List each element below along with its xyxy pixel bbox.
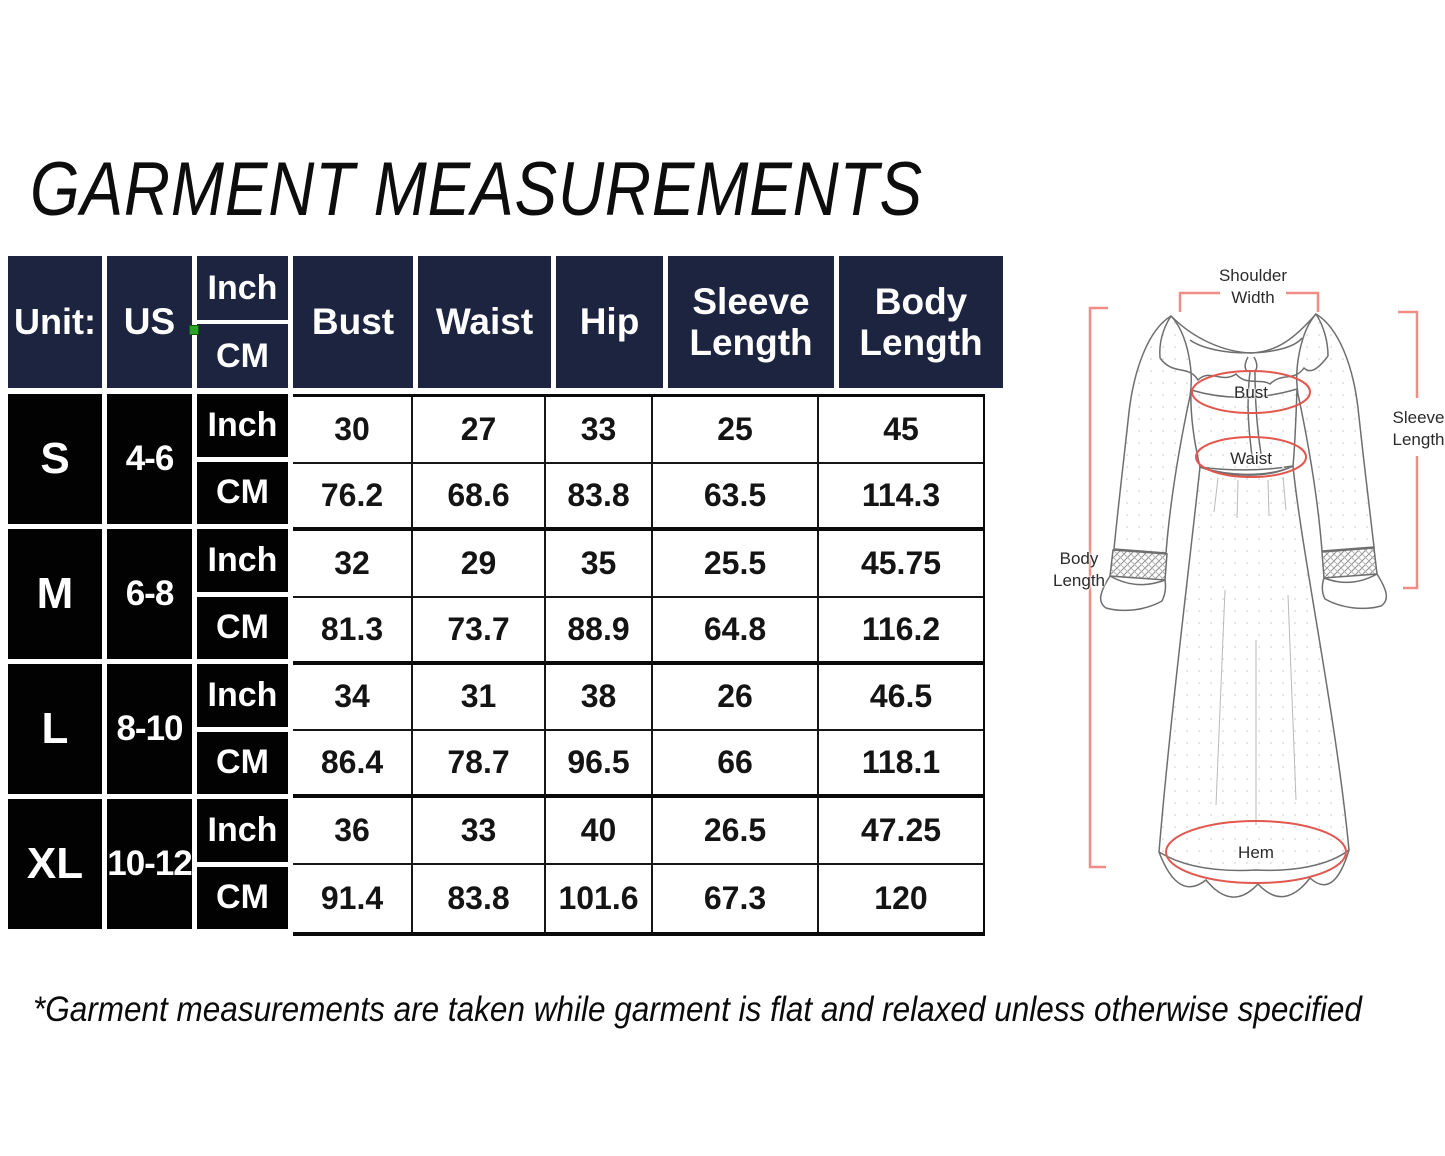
front-tie <box>1245 357 1257 371</box>
header-inch: Inch <box>197 256 288 324</box>
header-bust: Bust <box>293 256 413 388</box>
value-m-inch-body: 45.75 <box>819 531 983 598</box>
table-body <box>8 394 1003 936</box>
value-m-cm-bust: 81.3 <box>293 598 413 665</box>
us-cell-s: 4-6 <box>107 394 192 524</box>
garment-diagram <box>1040 260 1445 965</box>
label-body-length: Body Length <box>1053 549 1105 591</box>
value-s-inch-body: 45 <box>819 397 983 464</box>
value-xl-inch-waist: 33 <box>413 798 546 865</box>
header-us: US <box>107 256 192 388</box>
label-waist: Waist <box>1230 449 1272 468</box>
value-m-cm-hip: 88.9 <box>546 598 653 665</box>
value-xl-cm-body: 120 <box>874 880 928 917</box>
us-cell-xl: 10-12 <box>107 799 192 929</box>
header-hip: Hip <box>556 256 663 388</box>
header-body-length: Body Length <box>839 256 1003 388</box>
value-l-cm-bust: 86.4 <box>293 731 413 798</box>
value-s-cm-waist: 68.6 <box>413 464 546 531</box>
value-l-inch-waist: 31 <box>413 665 546 732</box>
value-s-cm-body: 114.3 <box>819 464 983 531</box>
value-l-cm-sleeve: 66 <box>653 731 819 798</box>
unit-label-inch: Inch <box>197 799 288 862</box>
value-l-cm-waist: 78.7 <box>413 731 546 798</box>
value-m-inch-waist: 29 <box>413 531 546 598</box>
neckline <box>1171 314 1316 353</box>
value-s-cm-bust: 76.2 <box>293 464 413 531</box>
value-m-inch-hip: 35 <box>546 531 653 598</box>
label-shoulder-width: Shoulder Width <box>1218 266 1288 308</box>
header-inch-cm <box>197 256 288 388</box>
table-header-row <box>8 256 1003 388</box>
value-l-inch-hip: 38 <box>546 665 653 732</box>
value-l-inch-bust: 34 <box>293 665 413 732</box>
value-xl-cm-sleeve: 67.3 <box>653 865 819 932</box>
us-cell-m: 6-8 <box>107 529 192 659</box>
header-waist: Waist <box>418 256 551 388</box>
unit-label-cm: CM <box>197 462 288 525</box>
header-unit: Unit: <box>8 256 102 388</box>
size-cell-m: M <box>8 529 102 659</box>
value-xl-cm-waist: 83.8 <box>413 865 546 932</box>
value-s-inch-bust: 30 <box>293 397 413 464</box>
value-l-cm-hip: 96.5 <box>546 731 653 798</box>
value-xl-inch-body: 47.25 <box>819 798 983 865</box>
value-s-cm-hip: 83.8 <box>546 464 653 531</box>
value-xl-inch-bust: 36 <box>293 798 413 865</box>
label-hem: Hem <box>1238 843 1274 862</box>
value-xl-inch-sleeve: 26.5 <box>653 798 819 865</box>
header-sleeve-length: Sleeve Length <box>668 256 834 388</box>
left-cuff <box>1110 550 1167 580</box>
unit-label-cm: CM <box>197 732 288 795</box>
value-s-inch-sleeve: 25 <box>653 397 819 464</box>
unit-label-inch: Inch <box>197 394 288 457</box>
value-xl-cm-bust: 91.4 <box>293 865 413 932</box>
size-cell-s: S <box>8 394 102 524</box>
us-cell-l: 8-10 <box>107 664 192 794</box>
value-s-cm-sleeve: 63.5 <box>653 464 819 531</box>
size-label-block <box>8 394 288 936</box>
header-cm: CM <box>216 336 269 375</box>
value-m-inch-bust: 32 <box>293 531 413 598</box>
value-s-inch-hip: 33 <box>546 397 653 464</box>
unit-label-cm: CM <box>197 867 288 930</box>
unit-label-inch: Inch <box>197 529 288 592</box>
right-cuff <box>1322 548 1377 578</box>
size-cell-xl: XL <box>8 799 102 929</box>
value-s-inch-waist: 27 <box>413 397 546 464</box>
value-l-cm-body: 118.1 <box>819 731 983 798</box>
measurement-grid <box>293 394 985 936</box>
value-xl-cm-hip: 101.6 <box>546 865 653 932</box>
green-pixel-artifact <box>190 326 198 334</box>
value-m-cm-waist: 73.7 <box>413 598 546 665</box>
size-cell-l: L <box>8 664 102 794</box>
unit-label-cm: CM <box>197 597 288 660</box>
value-xl-inch-hip: 40 <box>546 798 653 865</box>
unit-label-inch: Inch <box>197 664 288 727</box>
size-table <box>8 256 1003 936</box>
value-l-inch-sleeve: 26 <box>653 665 819 732</box>
value-m-cm-body: 116.2 <box>819 598 983 665</box>
value-l-inch-body: 46.5 <box>819 665 983 732</box>
value-m-inch-sleeve: 25.5 <box>653 531 819 598</box>
value-m-cm-sleeve: 64.8 <box>653 598 819 665</box>
label-bust: Bust <box>1233 383 1269 402</box>
label-sleeve-length: Sleeve Length <box>1392 408 1445 450</box>
page-title: GARMENT MEASUREMENTS <box>30 147 923 232</box>
footnote: *Garment measurements are taken while garment is flat and relaxed unless otherwise specified <box>33 990 1362 1029</box>
